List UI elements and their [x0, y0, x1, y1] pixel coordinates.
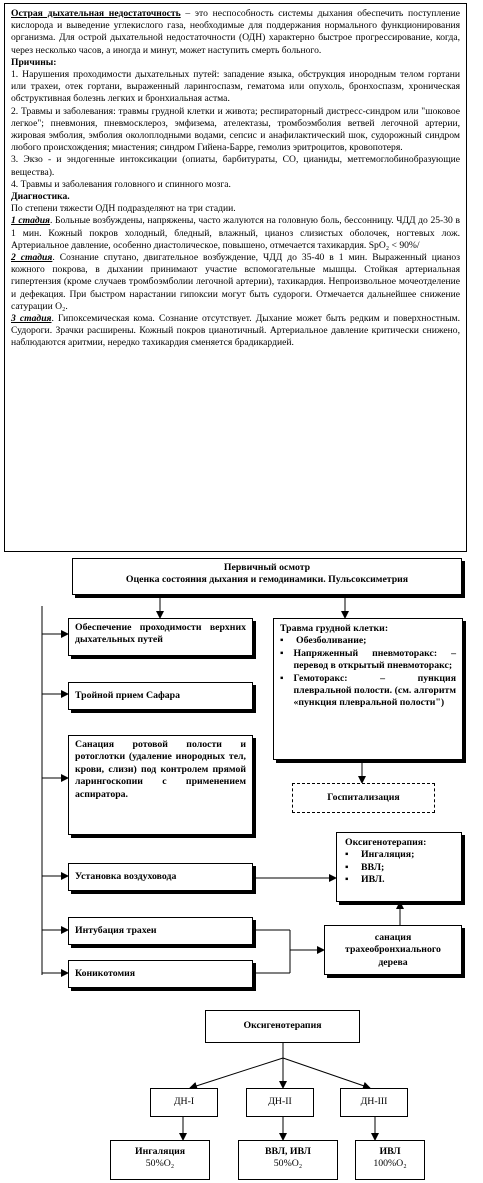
- chest-item-2-text: Напряженный пневмоторакс: – перевод в открытый пневмоторакс;: [293, 647, 456, 672]
- stage-3-text: . Гипоксемическая кома. Сознание отсутствует. Дыхание может быть редким и поверхностным. Судороги. Зрачки расширены. Кожный покров цианотичный. Артериальное давление критически снижено, наблюдаются аритмии, нередко тахикардия сменяется брадикардией.: [11, 313, 460, 349]
- dn3-label: ДН-III: [360, 1096, 388, 1107]
- hospitalization-box: [292, 783, 435, 813]
- dn1-treatment-box: [110, 1140, 210, 1180]
- chest-item-2: [280, 648, 456, 673]
- dn2-box: [246, 1088, 314, 1117]
- dn3-box: [340, 1088, 408, 1117]
- dn1-label: ДН-I: [173, 1096, 195, 1107]
- bullet-icon: ▪: [345, 861, 349, 873]
- oxygen-item-1-text: Ингаляция;: [361, 849, 415, 861]
- stage-2-label: 2 стадия: [11, 252, 53, 264]
- oxygen-item-2-text: ВВЛ;: [361, 861, 385, 873]
- oxygen-therapy-main-text: Оксигенотерапия: [243, 1020, 322, 1031]
- stage-3-label: 3 стадия: [11, 313, 52, 325]
- definition-term: Острая дыхательная недостаточность: [11, 8, 181, 19]
- stage-2-text: . Сознание спутано, двигательное возбуждение, ЧДД до 35-40 в 1 мин. Выраженный цианоз кожного покрова, в дыхании принимают участие вспомогательные мышцы. Стойкая артериальная гипертензия (кроме случаев тромбоэмболии легочной артерии), тахикардия. Непроизвольное мочеотделение и дефекация. При быстром нарастании гипоксии могут быть судороги. Отмечается дальнейшее снижение сатурации O₂.: [11, 252, 461, 312]
- airway-device-box: [68, 863, 253, 891]
- primary-exam-title: Первичный осмотр: [223, 562, 311, 573]
- diagnostics-intro: По степени тяжести ОДН подразделяют на три стадии.: [11, 203, 236, 215]
- cause-3: 3. Экзо - и эндогенные интоксикации (опиаты, барбитураты, CO, цианиды, метгемоглобинобразующие вещества).: [11, 154, 460, 178]
- dn3-treatment-line-2: 100%O₂: [373, 1158, 407, 1170]
- bullet-icon: ▪: [345, 849, 349, 861]
- chest-trauma-title: Травма грудной клетки:: [280, 623, 389, 634]
- tracheobronchial-sanation-box: [324, 925, 462, 975]
- oxygen-list-title: Оксигенотерапия:: [345, 837, 427, 848]
- bullet-icon: ▪: [280, 647, 284, 659]
- oxygen-item-1: [345, 849, 453, 861]
- bullet-icon: ▪: [280, 672, 284, 684]
- airway-device-text: Установка воздуховода: [75, 871, 177, 882]
- oxygen-item-3: [345, 874, 453, 886]
- chest-item-3-text: Гемоторакс: – пункция плевральной полости. (см. алгоритм «пункция плевральной полости"): [293, 672, 456, 709]
- airway-text: Обеспечение проходимости верхних дыхательных путей: [75, 622, 246, 646]
- cause-1: 1. Нарушения проходимости дыхательных путей: западение языка, обструкция инородным телом гортани или трахеи, отек гортани, выраженный ларингоспазм, гематома или опухоль, бронхоспазм, хроническая обструктивная болезнь легких и бронхиальная астма.: [11, 69, 460, 105]
- dn1-treatment-line-2: 50%O₂: [145, 1158, 175, 1170]
- stage-1-text: . Больные возбуждены, напряжены, часто жалуются на головную боль, бессонницу. ЧДД до 25-30 в 1 мин. Кожный покров холодный, бледный, влажный, цианоз слизистых оболочек, ногтевых лож. Артериальное давление, особенно диастолическое, повышено, отмечается тахикардия. SpO₂ < 90%/: [11, 215, 460, 251]
- airway-box: [68, 618, 253, 656]
- dn2-treatment-line-1: ВВЛ, ИВЛ: [265, 1146, 311, 1157]
- dn2-treatment-line-2: 50%O₂: [273, 1158, 303, 1170]
- sanation-text: Санация ротовой полости и ротоглотки (удаление инородных тел, крови, слизи) под контролем прямой ларингоскопии с применением аспиратора.: [75, 739, 246, 800]
- conicotomy-text: Коникотомия: [75, 968, 136, 979]
- safar-box: [68, 682, 253, 710]
- dn3-treatment-box: [355, 1140, 425, 1180]
- chest-item-3: [280, 673, 456, 710]
- primary-exam-subtitle: Оценка состояния дыхания и гемодинамики. Пульсоксиметрия: [125, 574, 409, 586]
- primary-exam-box: [72, 558, 462, 595]
- oxygen-therapy-main-box: [205, 1010, 360, 1043]
- hospitalization-text: Госпитализация: [327, 792, 400, 803]
- causes-title: Причины:: [11, 56, 57, 68]
- oxygen-item-3-text: ИВЛ.: [361, 874, 385, 886]
- dn2-label: ДН-II: [268, 1096, 292, 1107]
- stage-1-label: 1 стадия: [11, 215, 50, 227]
- oxygen-item-2: [345, 862, 453, 874]
- chest-item-1-text: Обезболивание;: [296, 635, 367, 647]
- intubation-text: Интубация трахеи: [75, 925, 157, 936]
- safar-text: Тройной прием Сафара: [75, 690, 180, 701]
- chest-trauma-box: [273, 618, 463, 760]
- chest-item-1: [280, 635, 456, 647]
- diagnostics-title: Диагностика.: [11, 191, 70, 203]
- dn3-treatment-line-1: ИВЛ: [379, 1146, 401, 1157]
- definition-text: – это неспособность системы дыхания обеспечить поступление кислорода и выведение углекислого газа, необходимые для поддержания нормального функционирования организма. Для острой дыхательной недостаточности (ОДН) характерно быстрое прогрессирование, когда, через несколько часов, а иногда и минут, может наступить смерть больного.: [11, 8, 460, 56]
- dn2-treatment-box: [238, 1140, 338, 1180]
- bullet-icon: ▪: [280, 635, 284, 647]
- tracheobronchial-sanation-text: санация трахеобронхиального дерева: [345, 932, 441, 968]
- dn1-treatment-line-1: Ингаляция: [134, 1146, 186, 1157]
- bullet-icon: ▪: [345, 874, 349, 886]
- cause-2: 2. Травмы и заболевания: травмы грудной клетки и живота; респираторный дистресс-синдром или "шоковое легкое"; пневмония, пневмосклероз, эмфизема, ателектазы, тромбоэмболия ветвей легочной артерии, жировая эмболия, эмболия околоплодными водами, сепсис и анафилактический шок, судорожный синдром любого происхождения; миастения; синдром Гийена-Барре, гемолиз эритроцитов, кровопотеря.: [11, 105, 460, 154]
- intubation-box: [68, 917, 253, 945]
- dn1-box: [150, 1088, 218, 1117]
- oxygen-therapy-list-box: [336, 832, 462, 902]
- conicotomy-box: [68, 960, 253, 988]
- sanation-box: [68, 735, 253, 835]
- cause-4: 4. Травмы и заболевания головного и спинного мозга.: [11, 178, 231, 190]
